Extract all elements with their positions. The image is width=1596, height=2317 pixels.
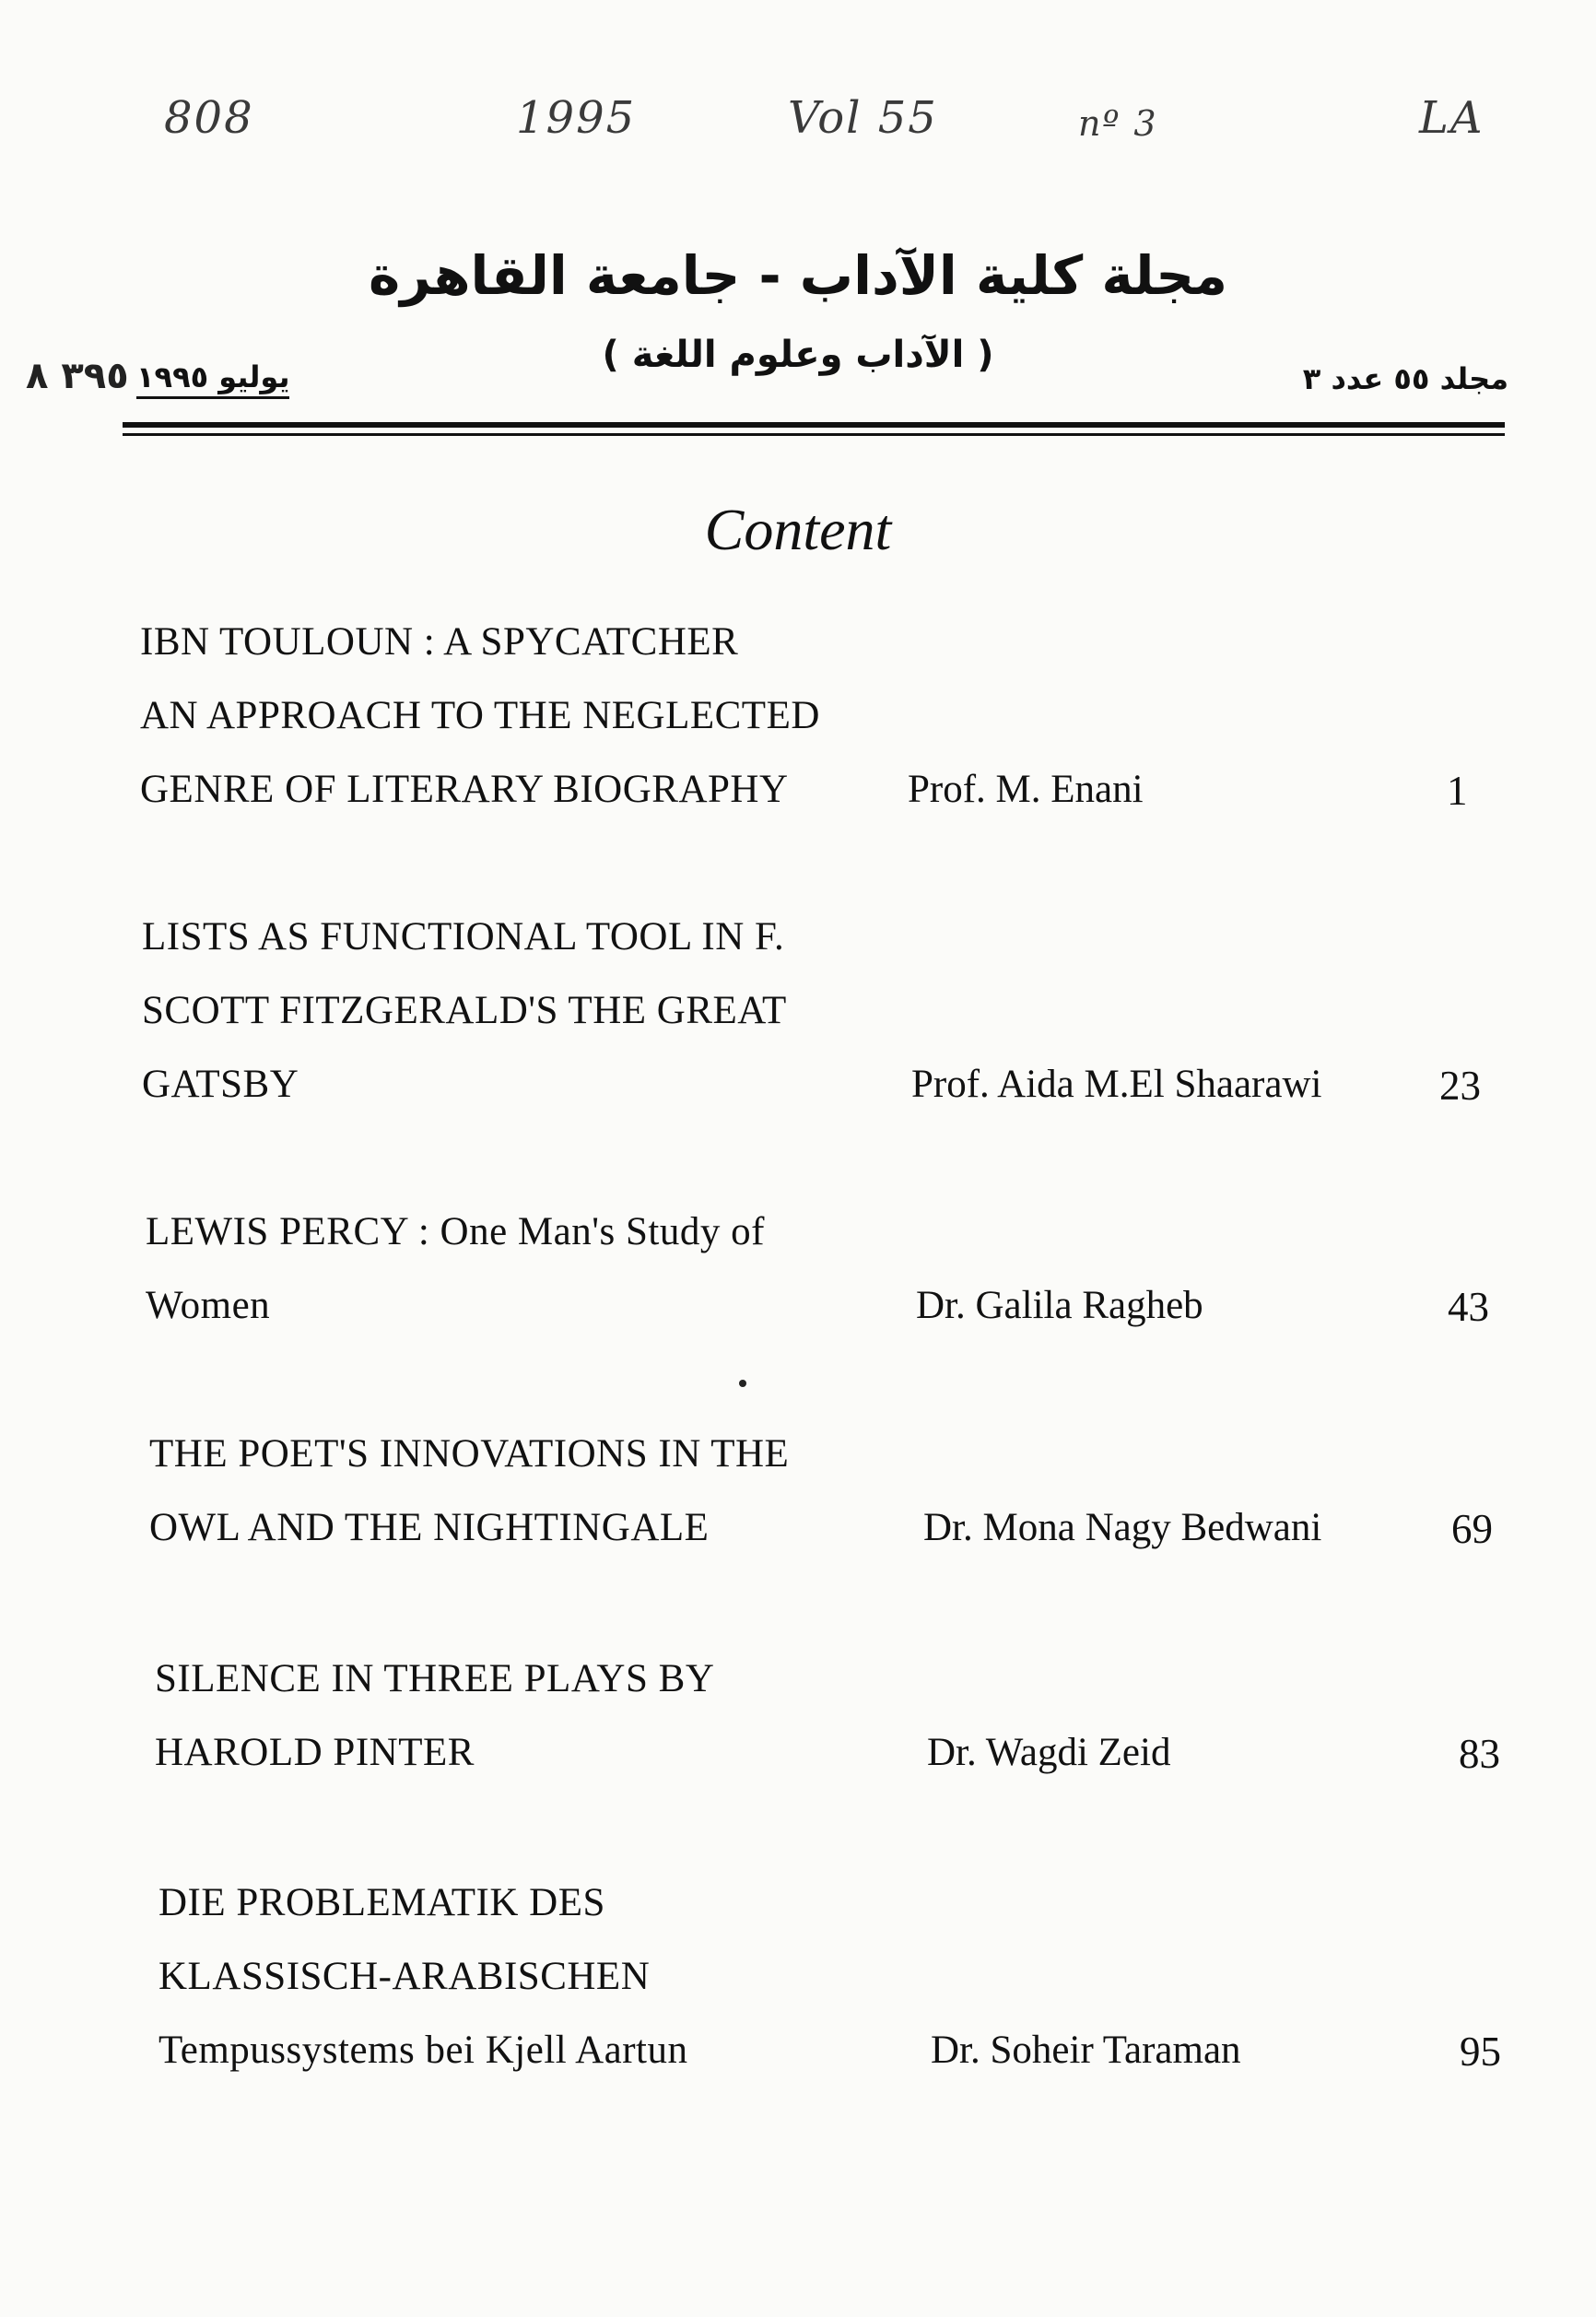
journal-subtitle: ( الآداب وعلوم اللغة ) xyxy=(602,334,994,376)
entry-title-line: IBN TOULOUN : A SPYCATCHER xyxy=(140,620,739,664)
volume-issue: مجلد ٥٥ عدد ٣ xyxy=(1302,361,1508,396)
entry-author: Prof. Aida M.El Shaarawi xyxy=(911,1063,1322,1106)
handwritten-note-code: LA xyxy=(1419,92,1485,144)
entry-title-line: GENRE OF LITERARY BIOGRAPHY xyxy=(140,768,789,811)
issue-date: يوليو ١٩٩٥ xyxy=(136,359,289,399)
entry-title-line: LEWIS PERCY : One Man's Study of xyxy=(146,1210,765,1253)
entry-page-number: 83 xyxy=(1459,1731,1500,1777)
print-speck xyxy=(739,1380,746,1387)
entry-title-line: HAROLD PINTER xyxy=(155,1731,475,1774)
entry-title-line: Tempussystems bei Kjell Aartun xyxy=(158,2029,688,2072)
entry-page-number: 69 xyxy=(1451,1506,1493,1552)
entry-author: Dr. Galila Ragheb xyxy=(916,1284,1203,1327)
entry-author: Dr. Soheir Taraman xyxy=(931,2029,1241,2072)
handwritten-note-year: 1995 xyxy=(516,92,637,144)
margin-handwritten-mark: ٣٩٥ ٨ xyxy=(26,355,129,397)
entry-title-line: Women xyxy=(146,1284,271,1327)
entry-page-number: 23 xyxy=(1439,1063,1481,1109)
entry-title-line: DIE PROBLEMATIK DES xyxy=(158,1881,605,1924)
header-rule-thick xyxy=(123,422,1505,428)
handwritten-note-volume: Vol 55 xyxy=(788,92,938,144)
entry-title-line: OWL AND THE NIGHTINGALE xyxy=(149,1506,710,1549)
entry-title-line: LISTS AS FUNCTIONAL TOOL IN F. xyxy=(142,915,785,959)
header-rule-thin xyxy=(123,433,1505,436)
entry-author: Prof. M. Enani xyxy=(908,768,1144,811)
handwritten-note-page-number: 808 xyxy=(164,92,254,144)
entry-title-line: SCOTT FITZGERALD'S THE GREAT xyxy=(142,989,787,1032)
entry-page-number: 1 xyxy=(1447,768,1468,814)
entry-title-line: AN APPROACH TO THE NEGLECTED xyxy=(140,694,820,737)
entry-title-line: GATSBY xyxy=(142,1063,299,1106)
handwritten-note-issue: nº 3 xyxy=(1078,103,1158,144)
entry-page-number: 43 xyxy=(1448,1284,1489,1330)
entry-title-line: SILENCE IN THREE PLAYS BY xyxy=(155,1657,715,1700)
entry-author: Dr. Mona Nagy Bedwani xyxy=(923,1506,1322,1549)
entry-title-line: THE POET'S INNOVATIONS IN THE xyxy=(149,1432,790,1476)
journal-title: مجلة كلية الآداب - جامعة القاهرة xyxy=(369,244,1227,307)
entry-author: Dr. Wagdi Zeid xyxy=(927,1731,1171,1774)
entry-title-line: KLASSISCH-ARABISCHEN xyxy=(158,1955,651,1998)
contents-heading: Content xyxy=(704,497,892,562)
entry-page-number: 95 xyxy=(1460,2029,1501,2075)
